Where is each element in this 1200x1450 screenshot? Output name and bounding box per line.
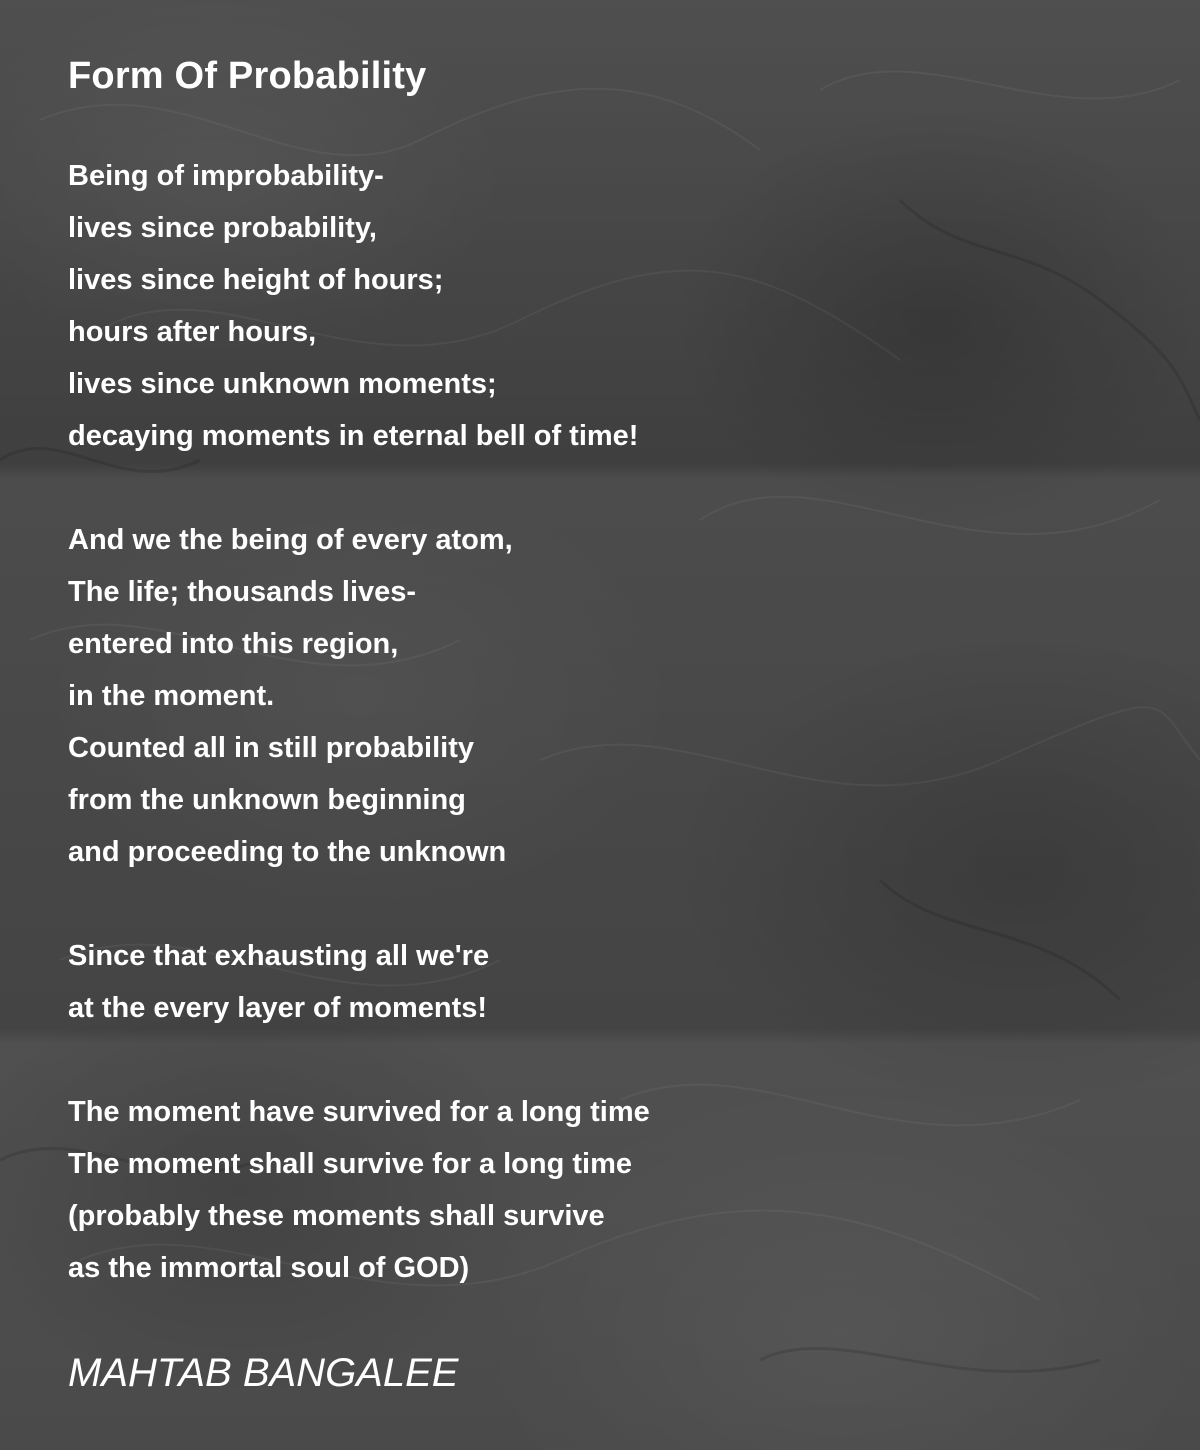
poem-line: And we the being of every atom, — [68, 524, 513, 556]
poem-line: entered into this region, — [68, 628, 399, 660]
poem-line: in the moment. — [68, 680, 275, 712]
poem-line: hours after hours, — [68, 316, 317, 348]
poem-line: lives since height of hours; — [68, 264, 444, 296]
stanza-break — [68, 878, 650, 930]
poem-line: at the every layer of moments! — [68, 992, 488, 1024]
poem-line: The life; thousands lives- — [68, 576, 417, 608]
poem-line: Counted all in still probability — [68, 732, 475, 764]
poem-line: The moment shall survive for a long time — [68, 1148, 633, 1180]
stanza-break — [68, 462, 650, 514]
poem-line: Since that exhausting all we're — [68, 940, 490, 972]
poem-line: decaying moments in eternal bell of time! — [68, 420, 639, 452]
poem-line: Being of improbability- — [68, 160, 384, 192]
poem-author: MAHTAB BANGALEE — [68, 1351, 459, 1395]
stanza-break — [68, 1034, 650, 1086]
poem-body — [68, 150, 650, 1294]
poem-line: lives since probability, — [68, 212, 377, 244]
poem-line: from the unknown beginning — [68, 784, 466, 816]
poem-line: and proceeding to the unknown — [68, 836, 507, 868]
poem-line: lives since unknown moments; — [68, 368, 497, 400]
poem-title: Form Of Probability — [68, 55, 427, 97]
poem-line: as the immortal soul of GOD) — [68, 1252, 470, 1284]
poem-line: (probably these moments shall survive — [68, 1200, 605, 1232]
poem-line: The moment have survived for a long time — [68, 1096, 650, 1128]
